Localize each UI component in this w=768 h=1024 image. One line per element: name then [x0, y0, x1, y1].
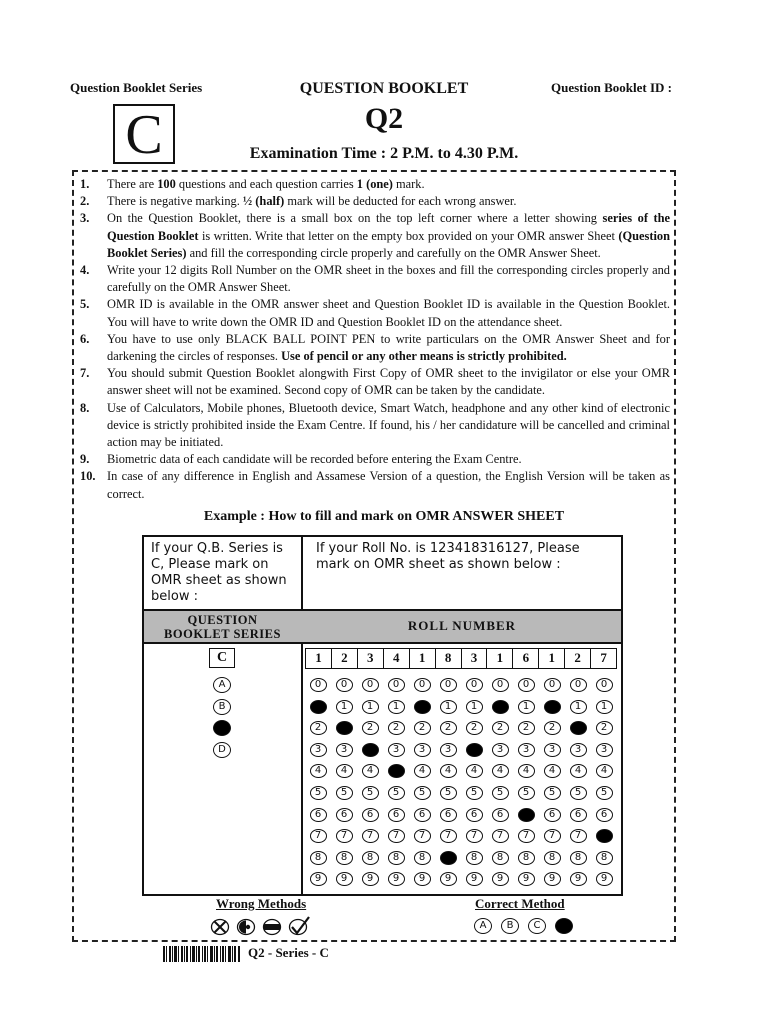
roll-digit-bubble: 9 [388, 872, 405, 886]
roll-digit-bubble: 1 [414, 700, 431, 714]
roll-digit-bubble: 3 [440, 743, 457, 757]
roll-digit-bubble: 4 [388, 764, 405, 778]
roll-digit-bubble: 4 [466, 764, 483, 778]
instruction-item [80, 210, 670, 262]
roll-digit-bubble: 1 [362, 700, 379, 714]
instruction-text: Use of Calculators, Mobile phones, Bluetooth device, Smart Watch, headphone and any other kind of electronic device is strictly prohibited inside the Exam Centre. If found, his / her candidature will be cancelled and criminal action may be initiated. [107, 400, 670, 450]
roll-digit-bubble: 4 [362, 764, 379, 778]
roll-number-heading: ROLL NUMBER [407, 618, 517, 633]
roll-digit-bubble: 4 [492, 764, 509, 778]
roll-digit-bubble: 8 [518, 851, 535, 865]
roll-digit-bubble: 6 [310, 808, 327, 822]
series-heading [144, 613, 301, 641]
roll-digit-bubble: 1 [310, 700, 327, 714]
roll-digit-bubble: 9 [362, 872, 379, 886]
roll-digit-bubble: 9 [414, 872, 431, 886]
roll-digit-bubble: 7 [310, 829, 327, 843]
booklet-id-label: Question Booklet ID : [551, 80, 672, 95]
roll-digit-bubble: 7 [466, 829, 483, 843]
roll-digit-bubble: 1 [388, 700, 405, 714]
roll-digit-bubble: 4 [336, 764, 353, 778]
roll-digit-bubble: 7 [388, 829, 405, 843]
roll-digit-bubble: 2 [492, 721, 509, 735]
roll-digit-bubble: 9 [310, 872, 327, 886]
roll-digit-bubble: 9 [518, 872, 535, 886]
instruction-item [80, 400, 670, 452]
roll-digit-bubble: 6 [518, 808, 535, 822]
roll-digit-bubble: 1 [544, 700, 561, 714]
roll-digit-bubble: 9 [544, 872, 561, 886]
roll-digit-bubble: 6 [596, 808, 613, 822]
footer-series-code: Q2 - Series - C [248, 945, 329, 960]
correct-method-filled-bubble [555, 918, 573, 934]
instruction-number: 2. [80, 194, 90, 209]
roll-digit-bubble: 5 [492, 786, 509, 800]
roll-digit-bubble: 2 [440, 721, 457, 735]
roll-digit-bubble: 7 [570, 829, 587, 843]
roll-digit-bubble: 8 [466, 851, 483, 865]
instructions-list [80, 176, 670, 503]
instruction-item [80, 468, 670, 502]
roll-digit-bubble: 4 [310, 764, 327, 778]
booklet-code: Q2 [364, 102, 404, 135]
roll-digit-bubble: 5 [336, 786, 353, 800]
roll-digit: 6 [513, 649, 539, 668]
roll-digit-bubble: 0 [362, 678, 379, 692]
roll-digit-bubble: 0 [466, 678, 483, 692]
roll-digit-bubble: 7 [544, 829, 561, 843]
roll-digit-bubble: 1 [440, 700, 457, 714]
roll-digits-row [305, 648, 617, 669]
instruction-text: Write your 12 digits Roll Number on the OMR sheet in the boxes and fill the corresponding circles properly and carefully on the OMR Answer Sheet. [107, 263, 670, 295]
correct-method-bubble: B [501, 918, 519, 934]
correct-method-label: Correct Method [475, 896, 565, 911]
wrong-mark-partial-icon [238, 920, 255, 935]
roll-digit-bubble: 4 [440, 764, 457, 778]
roll-digit-bubble: 0 [596, 678, 613, 692]
roll-digit-bubble: 3 [544, 743, 561, 757]
roll-digit-bubble: 5 [596, 786, 613, 800]
correct-method-bubble: C [528, 918, 546, 934]
correct-method-bubble: A [474, 918, 492, 934]
roll-digit: 2 [565, 649, 591, 668]
series-value-box: C [209, 648, 235, 668]
roll-digit-bubble: 3 [362, 743, 379, 757]
roll-digit-bubble: 6 [336, 808, 353, 822]
wrong-methods-examples [210, 916, 322, 938]
roll-digit: 3 [358, 649, 384, 668]
roll-digit-bubble: 7 [414, 829, 431, 843]
roll-digit-bubble: 7 [596, 829, 613, 843]
roll-digit-bubble: 8 [310, 851, 327, 865]
roll-digit-bubble: 8 [544, 851, 561, 865]
instruction-number: 6. [80, 331, 90, 346]
roll-digit-bubble: 0 [518, 678, 535, 692]
roll-digit-bubble: 8 [388, 851, 405, 865]
series-option-bubble: B [213, 699, 231, 715]
roll-digit-bubble: 9 [492, 872, 509, 886]
instruction-text: There is negative marking. ½ (half) mark will be deducted for each wrong answer. [107, 194, 517, 209]
roll-digit-bubble: 4 [518, 764, 535, 778]
roll-digit: 1 [539, 649, 565, 668]
roll-digit-bubble: 3 [388, 743, 405, 757]
instruction-item [80, 193, 670, 210]
roll-digit-bubble: 8 [362, 851, 379, 865]
instruction-text: You should submit Question Booklet alongwith First Copy of OMR sheet to the invigilator or else your OMR answer sheet will not be examined. Second copy of OMR can be taken by the candidate. [107, 366, 670, 398]
roll-digit-bubble: 6 [362, 808, 379, 822]
instruction-text: Biometric data of each candidate will be recorded before entering the Exam Centre. [107, 452, 522, 467]
roll-note: If your Roll No. is 123418316127, Please mark on OMR sheet as shown below : [316, 541, 580, 572]
roll-digit-bubble: 6 [544, 808, 561, 822]
series-heading-line: QUESTION [187, 613, 258, 627]
roll-digit-bubble: 1 [596, 700, 613, 714]
roll-digit: 4 [384, 649, 410, 668]
roll-digit-bubble: 2 [310, 721, 327, 735]
roll-digit-bubble: 9 [466, 872, 483, 886]
instruction-number: 9. [80, 452, 90, 467]
roll-digit-bubble: 2 [570, 721, 587, 735]
roll-digit: 1 [410, 649, 436, 668]
roll-digit-bubble: 5 [544, 786, 561, 800]
roll-digit-bubble: 5 [310, 786, 327, 800]
roll-digit-bubble: 8 [492, 851, 509, 865]
roll-digit-bubble: 0 [388, 678, 405, 692]
roll-digit-bubble: 8 [440, 851, 457, 865]
instruction-number: 4. [80, 263, 90, 278]
instruction-number: 10. [80, 469, 96, 484]
wrong-mark-cross-icon [212, 920, 229, 935]
roll-digit-bubble: 5 [518, 786, 535, 800]
roll-digit-bubble: 6 [388, 808, 405, 822]
exam-time: Examination Time : 2 P.M. to 4.30 P.M. [249, 145, 519, 162]
roll-digit-bubble: 1 [466, 700, 483, 714]
roll-digit-bubble: 2 [596, 721, 613, 735]
instruction-item [80, 331, 670, 365]
series-letter-box: C [113, 104, 175, 164]
roll-digit-bubble: 9 [336, 872, 353, 886]
roll-digit-bubble: 4 [544, 764, 561, 778]
roll-digit-bubble: 6 [440, 808, 457, 822]
instruction-item [80, 296, 670, 330]
instruction-item [80, 365, 670, 399]
roll-digit-bubble: 1 [492, 700, 509, 714]
roll-digit-bubble: 5 [362, 786, 379, 800]
instruction-item [80, 451, 670, 468]
instruction-item [80, 176, 670, 193]
roll-digit-bubble: 2 [336, 721, 353, 735]
roll-digit-bubble: 3 [596, 743, 613, 757]
roll-digit-bubble: 6 [414, 808, 431, 822]
roll-digit-bubble: 5 [414, 786, 431, 800]
roll-digit-bubble: 5 [570, 786, 587, 800]
roll-digit-bubble: 3 [414, 743, 431, 757]
roll-digit-bubble: 0 [440, 678, 457, 692]
series-option-bubble: C [213, 720, 231, 736]
roll-digit-bubble: 2 [414, 721, 431, 735]
roll-digit-bubble: 0 [492, 678, 509, 692]
instruction-text: On the Question Booklet, there is a small box on the top left corner where a letter showing series of the Question Booklet is written. Write that letter on the empty box provided on your OMR answer Sheet (Question Booklet Series) and fill the corresponding circle properly and carefully on the OMR Answer Sheet. [107, 211, 670, 260]
series-label: Question Booklet Series [70, 80, 203, 95]
booklet-title: QUESTION BOOKLET [299, 80, 469, 97]
roll-digit-bubble: 4 [570, 764, 587, 778]
series-option-bubble: A [213, 677, 231, 693]
roll-digit-bubble: 4 [414, 764, 431, 778]
roll-digit-bubble: 3 [310, 743, 327, 757]
roll-digit-bubble: 8 [596, 851, 613, 865]
omr-divider [301, 535, 303, 896]
roll-digit-bubble: 3 [570, 743, 587, 757]
roll-digit: 8 [436, 649, 462, 668]
instruction-number: 1. [80, 177, 90, 191]
instruction-number: 8. [80, 400, 90, 415]
roll-digit-bubble: 7 [362, 829, 379, 843]
roll-digit-bubble: 3 [336, 743, 353, 757]
instruction-number: 7. [80, 366, 90, 381]
roll-digit-bubble: 5 [440, 786, 457, 800]
wrong-methods-label: Wrong Methods [216, 896, 307, 911]
roll-digit: 1 [487, 649, 513, 668]
roll-digit-bubble: 0 [414, 678, 431, 692]
roll-digit-bubble: 8 [414, 851, 431, 865]
roll-digit: 3 [462, 649, 488, 668]
instruction-text: OMR ID is available in the OMR answer sheet and Question Booklet ID is available in the Question Booklet. You will have to write down the OMR ID and Question Booklet ID on the attendance sheet. [107, 297, 670, 329]
instruction-text: There are 100 questions and each question carries 1 (one) mark. [107, 177, 425, 191]
instruction-number: 3. [80, 211, 90, 226]
series-option-bubble: D [213, 742, 231, 758]
roll-digit-bubble: 3 [466, 743, 483, 757]
barcode [163, 946, 241, 962]
roll-digit-bubble: 9 [440, 872, 457, 886]
wrong-mark-line-icon [264, 920, 281, 935]
roll-digit-bubble: 1 [570, 700, 587, 714]
series-heading-line: BOOKLET SERIES [164, 627, 281, 641]
roll-digit-bubble: 7 [492, 829, 509, 843]
roll-digit-bubble: 4 [596, 764, 613, 778]
roll-digit-bubble: 2 [362, 721, 379, 735]
roll-digit-bubble: 6 [570, 808, 587, 822]
roll-digit-bubble: 2 [518, 721, 535, 735]
instruction-text: You have to use only BLACK BALL POINT PEN to write particulars on the OMR Answer Sheet and for darkening the circles of responses. Use of pencil or any other means is strictly prohibited. [107, 331, 670, 364]
wrong-mark-tick-icon [290, 917, 310, 935]
roll-digit: 7 [600, 650, 607, 665]
roll-digit-bubble: 7 [518, 829, 535, 843]
instruction-number: 5. [80, 297, 90, 312]
roll-digit-bubble: 9 [596, 872, 613, 886]
roll-digit-bubble: 6 [466, 808, 483, 822]
instruction-item [80, 262, 670, 296]
roll-digit-bubble: 2 [544, 721, 561, 735]
roll-digit-bubble: 1 [336, 700, 353, 714]
roll-digit-bubble: 5 [466, 786, 483, 800]
roll-digit-bubble: 2 [466, 721, 483, 735]
roll-digit-bubble: 0 [310, 678, 327, 692]
roll-digit-bubble: 8 [336, 851, 353, 865]
roll-digit: 1 [306, 649, 332, 668]
roll-digit-bubble: 0 [336, 678, 353, 692]
roll-digit-bubble: 7 [336, 829, 353, 843]
roll-digit-bubble: 9 [570, 872, 587, 886]
roll-digit: 2 [332, 649, 358, 668]
instruction-text: In case of any difference in English and Assamese Version of a question, the English Version will be taken as correct. [107, 469, 670, 501]
roll-digit-bubble: 5 [388, 786, 405, 800]
roll-digit-bubble: 0 [570, 678, 587, 692]
omr-divider-line [142, 642, 623, 644]
roll-digit-bubble: 2 [388, 721, 405, 735]
roll-digit-bubble: 0 [544, 678, 561, 692]
roll-digit-bubble: 7 [440, 829, 457, 843]
roll-digit-bubble: 6 [492, 808, 509, 822]
roll-digit-bubble: 3 [518, 743, 535, 757]
example-title: Example : How to fill and mark on OMR ANSWER SHEET [203, 509, 565, 524]
roll-digit-bubble: 3 [492, 743, 509, 757]
series-note: If your Q.B. Series is C, Please mark on OMR sheet as shown below : [151, 541, 287, 604]
roll-digit-bubble: 8 [570, 851, 587, 865]
roll-digit-bubble: 1 [518, 700, 535, 714]
